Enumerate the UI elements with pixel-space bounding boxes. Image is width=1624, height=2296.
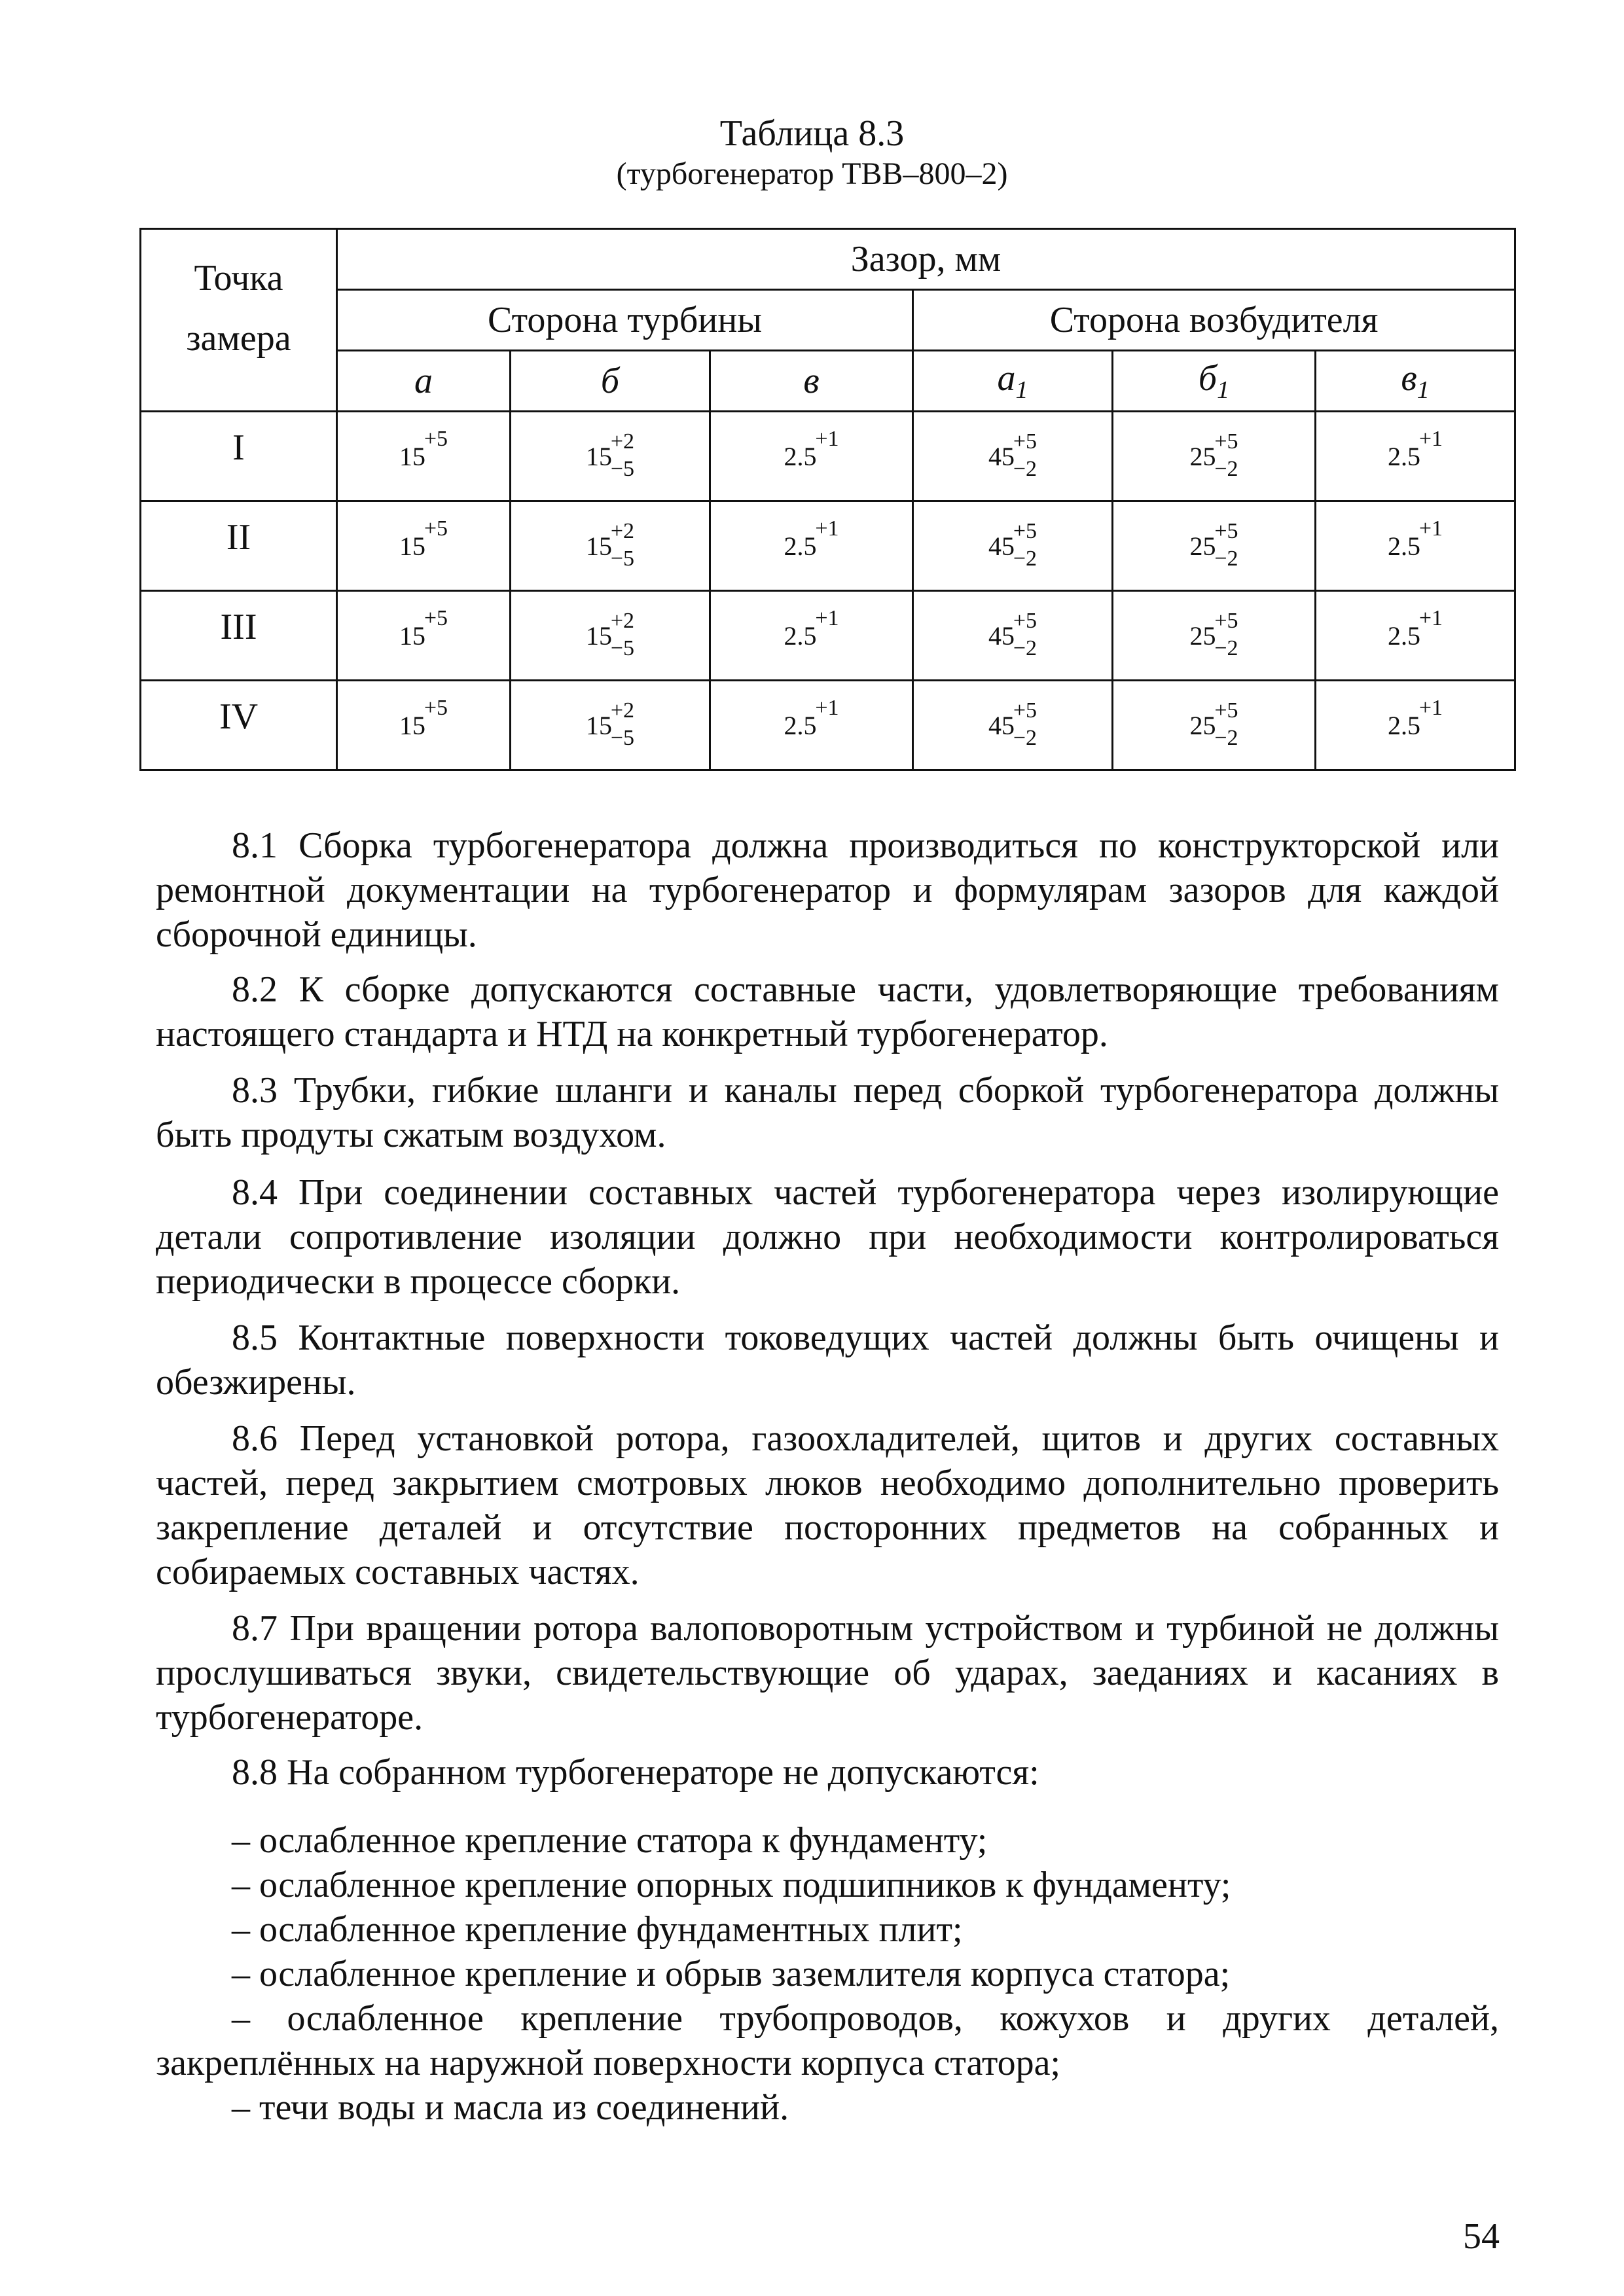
paragraph xyxy=(156,1068,1499,1157)
nominal: 2.5 xyxy=(784,531,817,561)
upper-tolerance: +2 xyxy=(610,698,634,723)
lower-tolerance: −5 xyxy=(610,636,634,660)
paragraph-text: 8.7 При вращении ротора валоповоротным устройством и турбиной не должны прослушиваться звуки, свидетельствующие об ударах, заеданиях и касаниях в турбогенераторе. xyxy=(156,1608,1499,1738)
gap-value-b1 xyxy=(1113,412,1316,501)
upper-tolerance: +2 xyxy=(610,429,634,454)
upper-tolerance: +1 xyxy=(1418,605,1443,630)
nominal: 15 xyxy=(399,531,425,561)
lower-tolerance: −2 xyxy=(1214,456,1238,481)
tolerance-value xyxy=(988,698,1037,750)
nominal: 45 xyxy=(988,441,1015,471)
upper-tolerance: +5 xyxy=(1013,608,1037,633)
tolerance-value xyxy=(1388,426,1443,472)
upper-tolerance: +1 xyxy=(815,695,839,720)
paragraph-text: 8.4 При соединении составных частей турбогенератора через изолирующие детали сопротивление изоляции должно при необходимости контролироваться периодически в процессе сборки. xyxy=(156,1172,1499,1302)
tolerance-value xyxy=(1388,516,1443,562)
tolerance-value xyxy=(784,695,839,741)
gap-value-v xyxy=(710,681,913,770)
table-row xyxy=(141,591,1515,681)
gap-value-a1 xyxy=(913,591,1113,681)
gap-value-b xyxy=(511,591,710,681)
lower-tolerance: −5 xyxy=(610,546,634,571)
column-letter: в xyxy=(803,361,820,401)
tolerance-value xyxy=(586,698,634,750)
upper-tolerance: +5 xyxy=(424,605,448,630)
lower-tolerance: −2 xyxy=(1013,725,1037,750)
upper-tolerance: +1 xyxy=(815,426,839,451)
column-subscript: 1 xyxy=(1217,376,1230,404)
tolerance-value xyxy=(784,426,839,472)
nominal: 25 xyxy=(1189,531,1216,561)
list-item: – ослабленное крепление трубопроводов, кожухов и других деталей, закреплённых на наружной поверхности корпуса статора; xyxy=(156,1998,1499,2083)
tolerance-value xyxy=(586,518,634,571)
upper-tolerance: +5 xyxy=(424,695,448,720)
table-row xyxy=(141,412,1515,501)
point-header-label: Точка замера xyxy=(186,258,291,359)
nominal: 15 xyxy=(586,531,612,561)
table-row xyxy=(141,501,1515,591)
tolerance-value xyxy=(399,605,448,651)
nominal: 15 xyxy=(586,620,612,651)
tolerance-value xyxy=(988,608,1037,660)
upper-tolerance: +5 xyxy=(1214,698,1238,723)
nominal: 45 xyxy=(988,620,1015,651)
lower-tolerance: −2 xyxy=(1013,456,1037,481)
lower-tolerance: −2 xyxy=(1214,546,1238,571)
tolerance-value xyxy=(1189,518,1238,571)
paragraph-text: 8.2 К сборке допускаются составные части, удовлетворяющие требованиям настоящего стандарта и НТД на конкретный турбогенератор. xyxy=(156,969,1499,1054)
gap-value-v xyxy=(710,412,913,501)
upper-tolerance: +2 xyxy=(610,608,634,633)
nominal: 2.5 xyxy=(1388,620,1421,651)
list-item: – ослабленное крепление опорных подшипников к фундаменту; xyxy=(232,1865,1231,1905)
column-subscript: 1 xyxy=(1015,376,1028,404)
upper-tolerance: +1 xyxy=(1418,426,1443,451)
column-header-5 xyxy=(1316,351,1515,412)
column-header-0 xyxy=(337,351,511,412)
measure-point: III xyxy=(141,591,337,681)
nominal: 2.5 xyxy=(784,441,817,471)
gap-value-b xyxy=(511,501,710,591)
tolerance-value xyxy=(1388,695,1443,741)
upper-tolerance: +2 xyxy=(610,518,634,543)
nominal: 15 xyxy=(399,441,425,471)
paragraph-text: 8.3 Трубки, гибкие шланги и каналы перед сборкой турбогенератора должны быть продуты сжатым воздухом. xyxy=(156,1070,1499,1155)
upper-tolerance: +1 xyxy=(815,605,839,630)
paragraph xyxy=(156,1316,1499,1405)
gap-value-v xyxy=(710,591,913,681)
tolerance-value xyxy=(1388,605,1443,651)
column-letter: а xyxy=(414,361,433,401)
nominal: 45 xyxy=(988,531,1015,561)
upper-tolerance: +5 xyxy=(1013,429,1037,454)
list-item: – ослабленное крепление фундаментных плит; xyxy=(232,1909,963,1950)
column-header-4 xyxy=(1113,351,1316,412)
tolerance-value xyxy=(586,429,634,481)
upper-tolerance: +1 xyxy=(1418,695,1443,720)
table-row xyxy=(141,681,1515,770)
measure-point: I xyxy=(141,412,337,501)
gap-value-b xyxy=(511,681,710,770)
gap-value-v1 xyxy=(1316,412,1515,501)
upper-tolerance: +5 xyxy=(424,516,448,541)
paragraph xyxy=(156,1750,1499,1795)
paragraph xyxy=(156,1170,1499,1304)
gap-value-b1 xyxy=(1113,501,1316,591)
table-subtitle: (турбогенератор ТВВ–800–2) xyxy=(616,156,1008,191)
exciter-side-header: Сторона возбудителя xyxy=(913,290,1515,351)
nominal: 2.5 xyxy=(1388,441,1421,471)
tolerance-value xyxy=(399,695,448,741)
upper-tolerance: +5 xyxy=(1013,698,1037,723)
paragraph xyxy=(156,1416,1499,1594)
column-letter: а xyxy=(997,357,1016,399)
upper-tolerance: +1 xyxy=(815,516,839,541)
gap-table xyxy=(139,228,1516,771)
gap-value-b1 xyxy=(1113,591,1316,681)
gap-value-a xyxy=(337,501,511,591)
gap-value-a xyxy=(337,681,511,770)
nominal: 15 xyxy=(399,710,425,740)
measure-point: IV xyxy=(141,681,337,770)
tolerance-value xyxy=(988,429,1037,481)
upper-tolerance: +5 xyxy=(1013,518,1037,543)
nominal: 25 xyxy=(1189,441,1216,471)
list-item: – течи воды и масла из соединений. xyxy=(232,2087,789,2128)
paragraph-text: 8.6 Перед установкой ротора, газоохладителей, щитов и других составных частей, перед закрытием смотровых люков необходимо дополнительно проверить закрепление деталей и отсутствие посторонних предметов на собранных и собираемых составных частях. xyxy=(156,1418,1499,1592)
point-header xyxy=(141,229,337,412)
list-item: – ослабленное крепление и обрыв заземлителя корпуса статора; xyxy=(232,1954,1231,1994)
nominal: 45 xyxy=(988,710,1015,740)
nominal: 2.5 xyxy=(1388,710,1421,740)
gap-value-v1 xyxy=(1316,591,1515,681)
tolerance-value xyxy=(1189,698,1238,750)
paragraph-text: 8.5 Контактные поверхности токоведущих частей должны быть очищены и обезжирены. xyxy=(156,1318,1499,1403)
column-header-2 xyxy=(710,351,913,412)
nominal: 15 xyxy=(399,620,425,651)
gap-value-v xyxy=(710,501,913,591)
tolerance-value xyxy=(1189,429,1238,481)
upper-tolerance: +1 xyxy=(1418,516,1443,541)
upper-tolerance: +5 xyxy=(424,426,448,451)
gap-value-a1 xyxy=(913,681,1113,770)
tolerance-value xyxy=(988,518,1037,571)
turbine-side-header: Сторона турбины xyxy=(337,290,913,351)
upper-tolerance: +5 xyxy=(1214,608,1238,633)
lower-tolerance: −2 xyxy=(1013,636,1037,660)
lower-tolerance: −5 xyxy=(610,456,634,481)
lower-tolerance: −2 xyxy=(1214,636,1238,660)
column-letter: б xyxy=(1198,357,1218,399)
gap-value-b1 xyxy=(1113,681,1316,770)
column-letter: в xyxy=(1401,357,1417,399)
tolerance-value xyxy=(784,516,839,562)
nominal: 15 xyxy=(586,441,612,471)
gap-value-a xyxy=(337,412,511,501)
gap-value-v1 xyxy=(1316,501,1515,591)
column-header-1 xyxy=(511,351,710,412)
table-title: Таблица 8.3 xyxy=(719,113,905,154)
lower-tolerance: −2 xyxy=(1214,725,1238,750)
measure-point: II xyxy=(141,501,337,591)
tolerance-value xyxy=(784,605,839,651)
column-subscript: 1 xyxy=(1416,376,1430,404)
tolerance-value xyxy=(586,608,634,660)
tolerance-value xyxy=(399,516,448,562)
paragraph-text: 8.8 На собранном турбогенераторе не допускаются: xyxy=(232,1752,1039,1793)
upper-tolerance: +5 xyxy=(1214,429,1238,454)
nominal: 25 xyxy=(1189,710,1216,740)
paragraph-text: 8.1 Сборка турбогенератора должна производиться по конструкторской или ремонтной документации на турбогенератор и формулярам зазоров для каждой сборочной единицы. xyxy=(156,825,1499,955)
nominal: 2.5 xyxy=(784,620,817,651)
column-header-3 xyxy=(913,351,1113,412)
gap-value-a1 xyxy=(913,501,1113,591)
nominal: 15 xyxy=(586,710,612,740)
gap-value-a xyxy=(337,591,511,681)
upper-tolerance: +5 xyxy=(1214,518,1238,543)
paragraph xyxy=(156,1606,1499,1740)
nominal: 2.5 xyxy=(1388,531,1421,561)
gap-value-a1 xyxy=(913,412,1113,501)
tolerance-value xyxy=(399,426,448,472)
nominal: 25 xyxy=(1189,620,1216,651)
nominal: 2.5 xyxy=(784,710,817,740)
gap-header: Зазор, мм xyxy=(337,229,1515,290)
paragraph xyxy=(156,967,1499,1056)
gap-value-b xyxy=(511,412,710,501)
list-item: – ослабленное крепление статора к фундаменту; xyxy=(232,1820,988,1861)
lower-tolerance: −2 xyxy=(1013,546,1037,571)
tolerance-value xyxy=(1189,608,1238,660)
column-letter: б xyxy=(600,361,620,401)
page-number: 54 xyxy=(1463,2216,1500,2257)
lower-tolerance: −5 xyxy=(610,725,634,750)
paragraph xyxy=(156,823,1499,957)
gap-value-v1 xyxy=(1316,681,1515,770)
